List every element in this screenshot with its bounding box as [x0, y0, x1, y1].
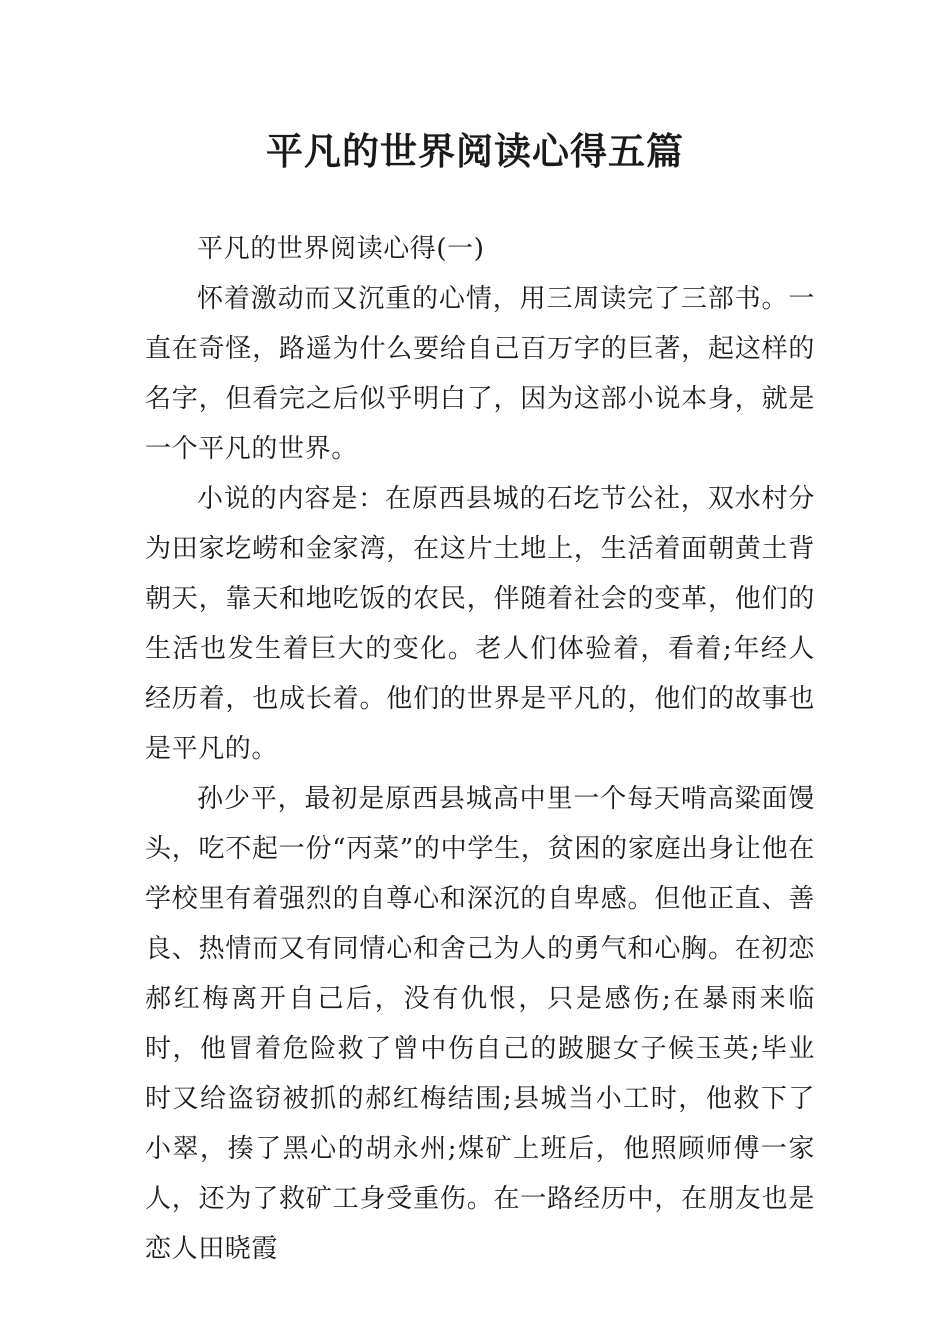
body-paragraph: 怀着激动而又沉重的心情，用三周读完了三部书。一直在奇怪，路遥为什么要给自己百万字的巨著，起这样的名字，但看完之后似乎明白了，因为这部小说本身，就是一个平凡的世界。 — [145, 284, 815, 464]
body-paragraph: 小说的内容是：在原西县城的石圪节公社，双水村分为田家圪崂和金家湾，在这片土地上，生活着面朝黄土背朝天，靠天和地吃饭的农民，伴随着社会的变革，他们的生活也发生着巨大的变化。老人们体验着，看着;年经人经历着，也成长着。他们的世界是平凡的，他们的故事也是平凡的。 — [145, 484, 815, 764]
body-paragraph: 孙少平，最初是原西县城高中里一个每天啃高粱面馒头，吃不起一份“丙菜”的中学生，贫困的家庭出身让他在学校里有着强烈的自尊心和深沉的自卑感。但他正直、善良、热情而又有同情心和舍己为人的勇气和心胸。在初恋郝红梅离开自己后，没有仇恨，只是感伤;在暴雨来临时，他冒着危险救了曾中伤自己的跛腿女子候玉英;毕业时又给盗窃被抓的郝红梅结围;县城当小工时，他救下了小翠，揍了黑心的胡永州;煤矿上班后，他照顾师傅一家人，还为了救矿工身受重伤。在一路经历中，在朋友也是恋人田晓霞 — [145, 784, 815, 1264]
document-body — [145, 224, 815, 1274]
document-title: 平凡的世界阅读心得五篇 — [266, 129, 684, 173]
section-heading: 平凡的世界阅读心得(一) — [197, 234, 485, 264]
